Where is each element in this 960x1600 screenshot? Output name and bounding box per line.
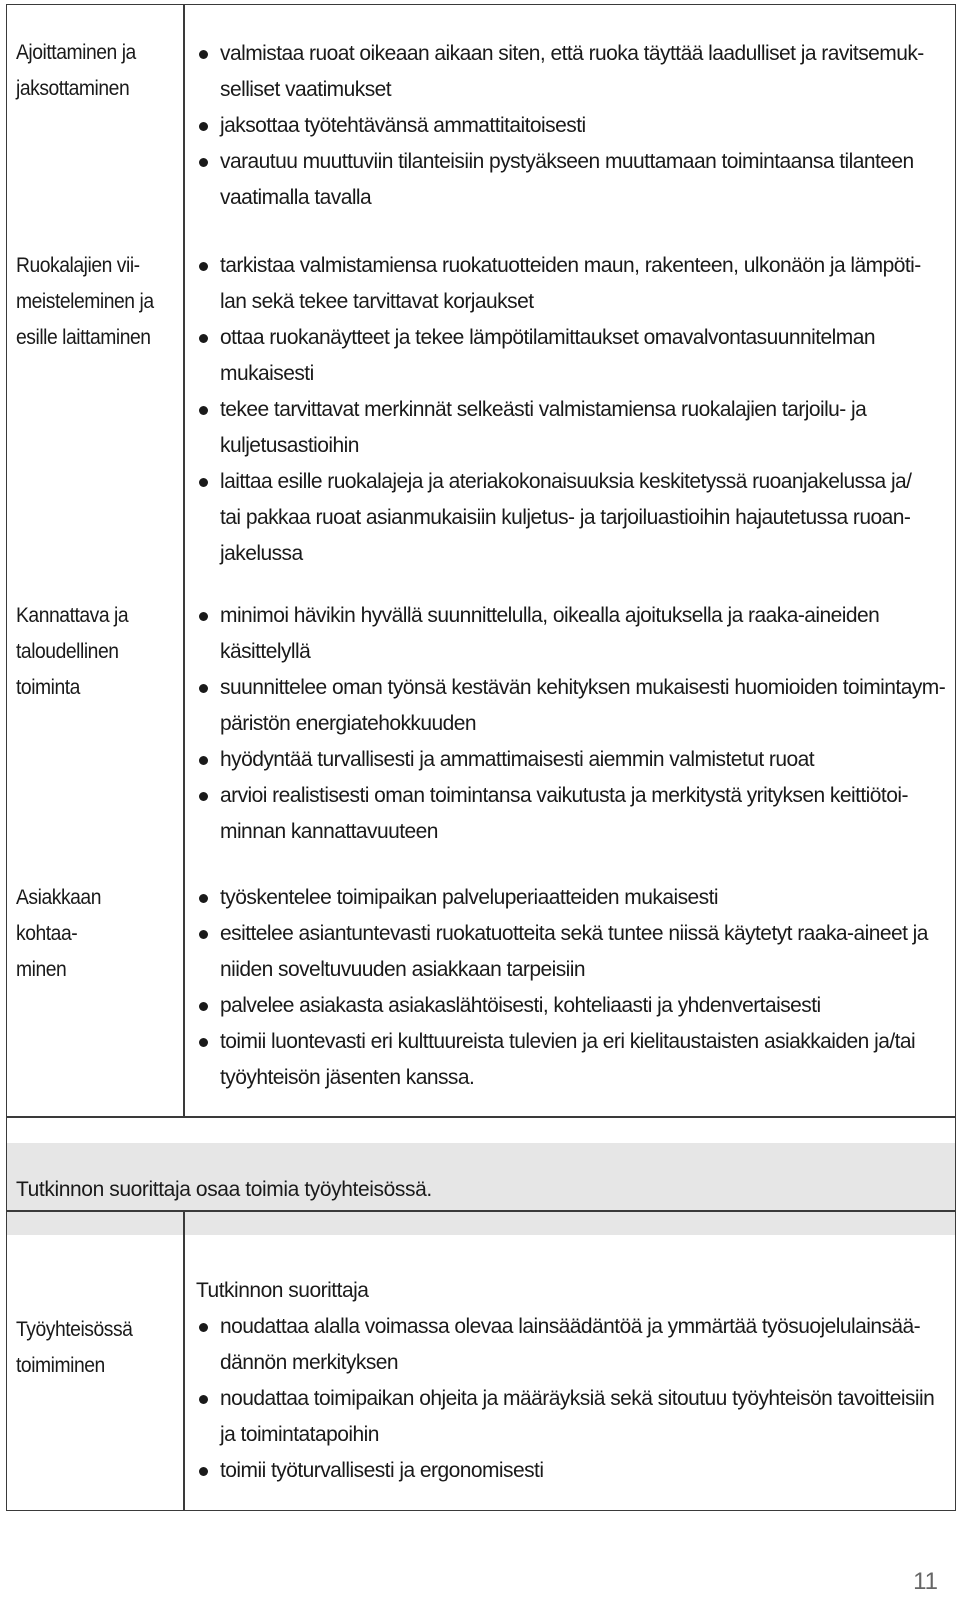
criteria-list-profitability bbox=[196, 598, 956, 850]
row-label-finishing: Ruokalajien vii- meisteleminen ja esille laittaminen bbox=[16, 254, 154, 349]
competence-band-text: Tutkinnon suorittaja osaa toimia työyhteisössä. bbox=[16, 1178, 432, 1201]
criteria-list-finishing bbox=[196, 248, 956, 572]
bullet-icon bbox=[199, 262, 208, 271]
bullet-icon bbox=[199, 792, 208, 801]
bullet-icon bbox=[199, 50, 208, 59]
bullet-icon bbox=[199, 334, 208, 343]
column-divider-upper bbox=[183, 4, 185, 1117]
bullet-icon bbox=[199, 684, 208, 693]
list-item: suunnittelee oman työnsä kestävän kehityksen mukaisesti huomioiden toimintaym- päristön energiatehokkuuden bbox=[196, 670, 956, 742]
list-item: palvelee asiakasta asiakaslähtöisesti, kohteliaasti ja yhdenvertaisesti bbox=[196, 988, 956, 1024]
bullet-icon bbox=[199, 894, 208, 903]
bullet-icon bbox=[199, 930, 208, 939]
list-item: valmistaa ruoat oikeaan aikaan siten, että ruoka täyttää laadulliset ja ravitsemuk- selliset vaatimukset bbox=[196, 36, 956, 108]
page-number: 11 bbox=[913, 1568, 938, 1595]
criteria-list-scheduling bbox=[196, 36, 956, 216]
list-item: toimii työturvallisesti ja ergonomisesti bbox=[196, 1453, 956, 1489]
bullet-icon bbox=[199, 612, 208, 621]
list-item: hyödyntää turvallisesti ja ammattimaisesti aiemmin valmistetut ruoat bbox=[196, 742, 956, 778]
list-item: noudattaa toimipaikan ohjeita ja määräyksiä sekä sitoutuu työyhteisön tavoitteisiin ja toimintatapoihin bbox=[196, 1381, 956, 1453]
list-item: esittelee asiantuntevasti ruokatuotteita sekä tuntee niissä käytetyt raaka-aineet ja niiden soveltuvuuden asiakkaan tarpeisiin bbox=[196, 916, 956, 988]
list-item: tarkistaa valmistamiensa ruokatuotteiden maun, rakenteen, ulkonäön ja lämpöti- lan sekä tekee tarvittavat korjaukset bbox=[196, 248, 956, 320]
bullet-icon bbox=[199, 1038, 208, 1047]
criteria-list-customer bbox=[196, 880, 956, 1096]
list-item: laittaa esille ruokalajeja ja ateriakokonaisuuksia keskitetyssä ruoanjakelussa ja/ tai pakkaa ruoat asianmukaisiin kuljetus- ja tarjoiluastioihin hajautetussa ruoan- jakelussa bbox=[196, 464, 956, 572]
list-item: jaksottaa työtehtävänsä ammattitaitoisesti bbox=[196, 108, 956, 144]
bullet-icon bbox=[199, 478, 208, 487]
list-item: arvioi realistisesti oman toimintansa vaikutusta ja merkitystä yrityksen keittiötoi- minnan kannattavuuteen bbox=[196, 778, 956, 850]
lower-heading: Tutkinnon suorittaja bbox=[196, 1279, 369, 1302]
row-label-scheduling: Ajoittaminen ja jaksottaminen bbox=[16, 41, 136, 100]
band-top-rule bbox=[6, 1116, 956, 1118]
criteria-list-workplace bbox=[196, 1309, 956, 1489]
row-label-customer: Asiakkaan kohtaa- minen bbox=[16, 886, 101, 981]
list-item: noudattaa alalla voimassa olevaa lainsäädäntöä ja ymmärtää työsuojelulainsää- dännön merkityksen bbox=[196, 1309, 956, 1381]
bullet-icon bbox=[199, 756, 208, 765]
list-item: tekee tarvittavat merkinnät selkeästi valmistamiensa ruokalajien tarjoilu- ja kuljetusastioihin bbox=[196, 392, 956, 464]
list-item: työskentelee toimipaikan palveluperiaatteiden mukaisesti bbox=[196, 880, 956, 916]
row-label-profitability: Kannattava ja taloudellinen toiminta bbox=[16, 604, 129, 699]
list-item: minimoi hävikin hyvällä suunnittelulla, oikealla ajoituksella ja raaka-aineiden käsittelyllä bbox=[196, 598, 956, 670]
bullet-icon bbox=[199, 1002, 208, 1011]
bullet-icon bbox=[199, 1467, 208, 1476]
bullet-icon bbox=[199, 1395, 208, 1404]
list-item: varautuu muuttuviin tilanteisiin pystyäkseen muuttamaan toimintaansa tilanteen vaatimalla tavalla bbox=[196, 144, 956, 216]
bullet-icon bbox=[199, 406, 208, 415]
list-item: ottaa ruokanäytteet ja tekee lämpötilamittaukset omavalvontasuunnitelman mukaisesti bbox=[196, 320, 956, 392]
column-divider-lower bbox=[183, 1211, 185, 1510]
band-bottom-rule bbox=[6, 1210, 956, 1212]
bullet-icon bbox=[199, 122, 208, 131]
row-label-workplace: Työyhteisössä toimiminen bbox=[16, 1318, 133, 1377]
bullet-icon bbox=[199, 1323, 208, 1332]
bullet-icon bbox=[199, 158, 208, 167]
list-item: toimii luontevasti eri kulttuureista tulevien ja eri kielitaustaisten asiakkaiden ja/tai työyhteisön jäsenten kanssa. bbox=[196, 1024, 956, 1096]
